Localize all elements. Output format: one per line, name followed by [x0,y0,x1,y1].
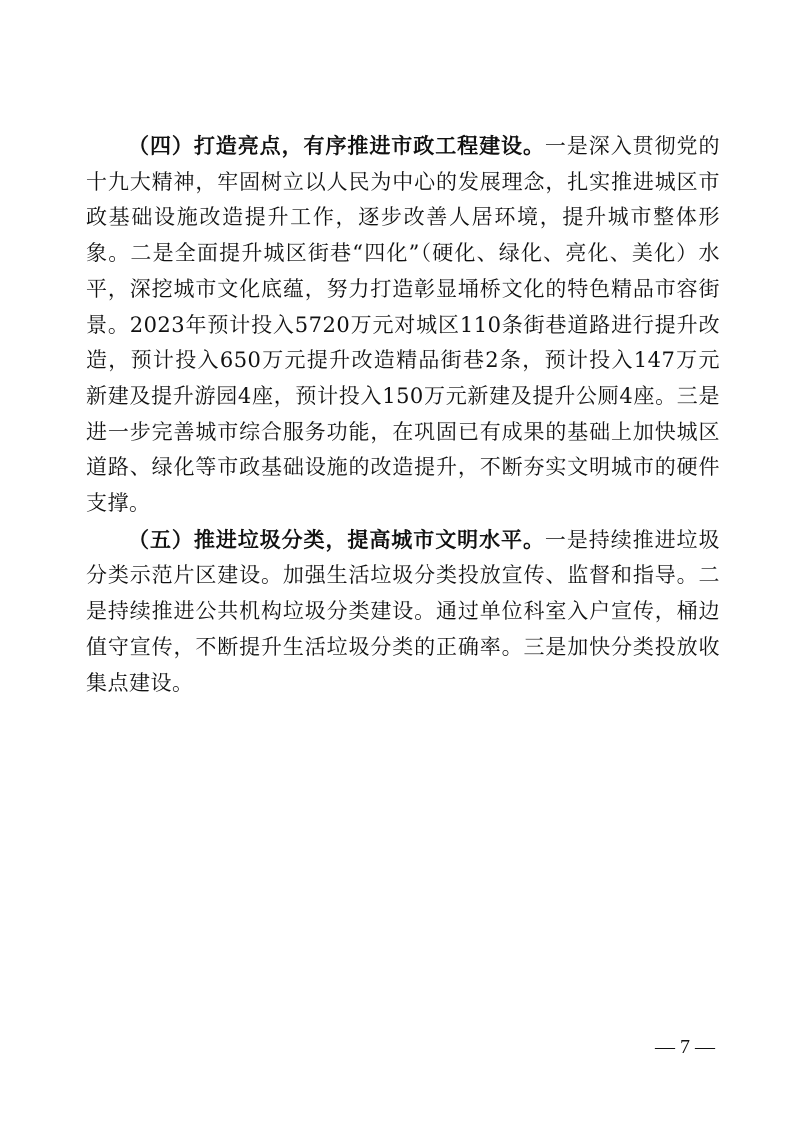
paragraph-heading: （四）打造亮点，有序推进市政工程建设。 [128,133,545,158]
paragraph-municipal-engineering [86,128,720,522]
paragraph-text: 一是深入贯彻党的十九大精神，牢固树立以人民为中心的发展理念，扎实推进城区市政基础设施改造提升工作，逐步改善人居环境，提升城市整体形象。二是全面提升城区街巷“四化”（硬化、绿化、亮化、美化）水平，深挖城市文化底蕴，努力打造彰显埇桥文化的特色精品市容街景。2023年预计投入5720万元对城区110条街巷道路进行提升改造，预计投入650万元提升改造精品街巷2条，预计投入147万元新建及提升游园4座，预计投入150万元新建及提升公厕4座。三是进一步完善城市综合服务功能，在巩固已有成果的基础上加快城区道路、绿化等市政基础设施的改造提升，不断夯实文明城市的硬件支撑。 [86,134,721,516]
paragraph-garbage-sorting [86,522,720,702]
document-body [86,128,720,701]
page-number: — 7 — [655,1036,715,1058]
paragraph-heading: （五）推进垃圾分类，提高城市文明水平。 [128,526,545,552]
paragraph-text: 一是持续推进垃圾分类示范片区建设。加强生活垃圾分类投放宣传、监督和指导。二是持续推进公共机构垃圾分类建设。通过单位科室入户宣传，桶边值守宣传，不断提升生活垃圾分类的正确率。三是加快分类投放收集点建设。 [86,527,721,695]
